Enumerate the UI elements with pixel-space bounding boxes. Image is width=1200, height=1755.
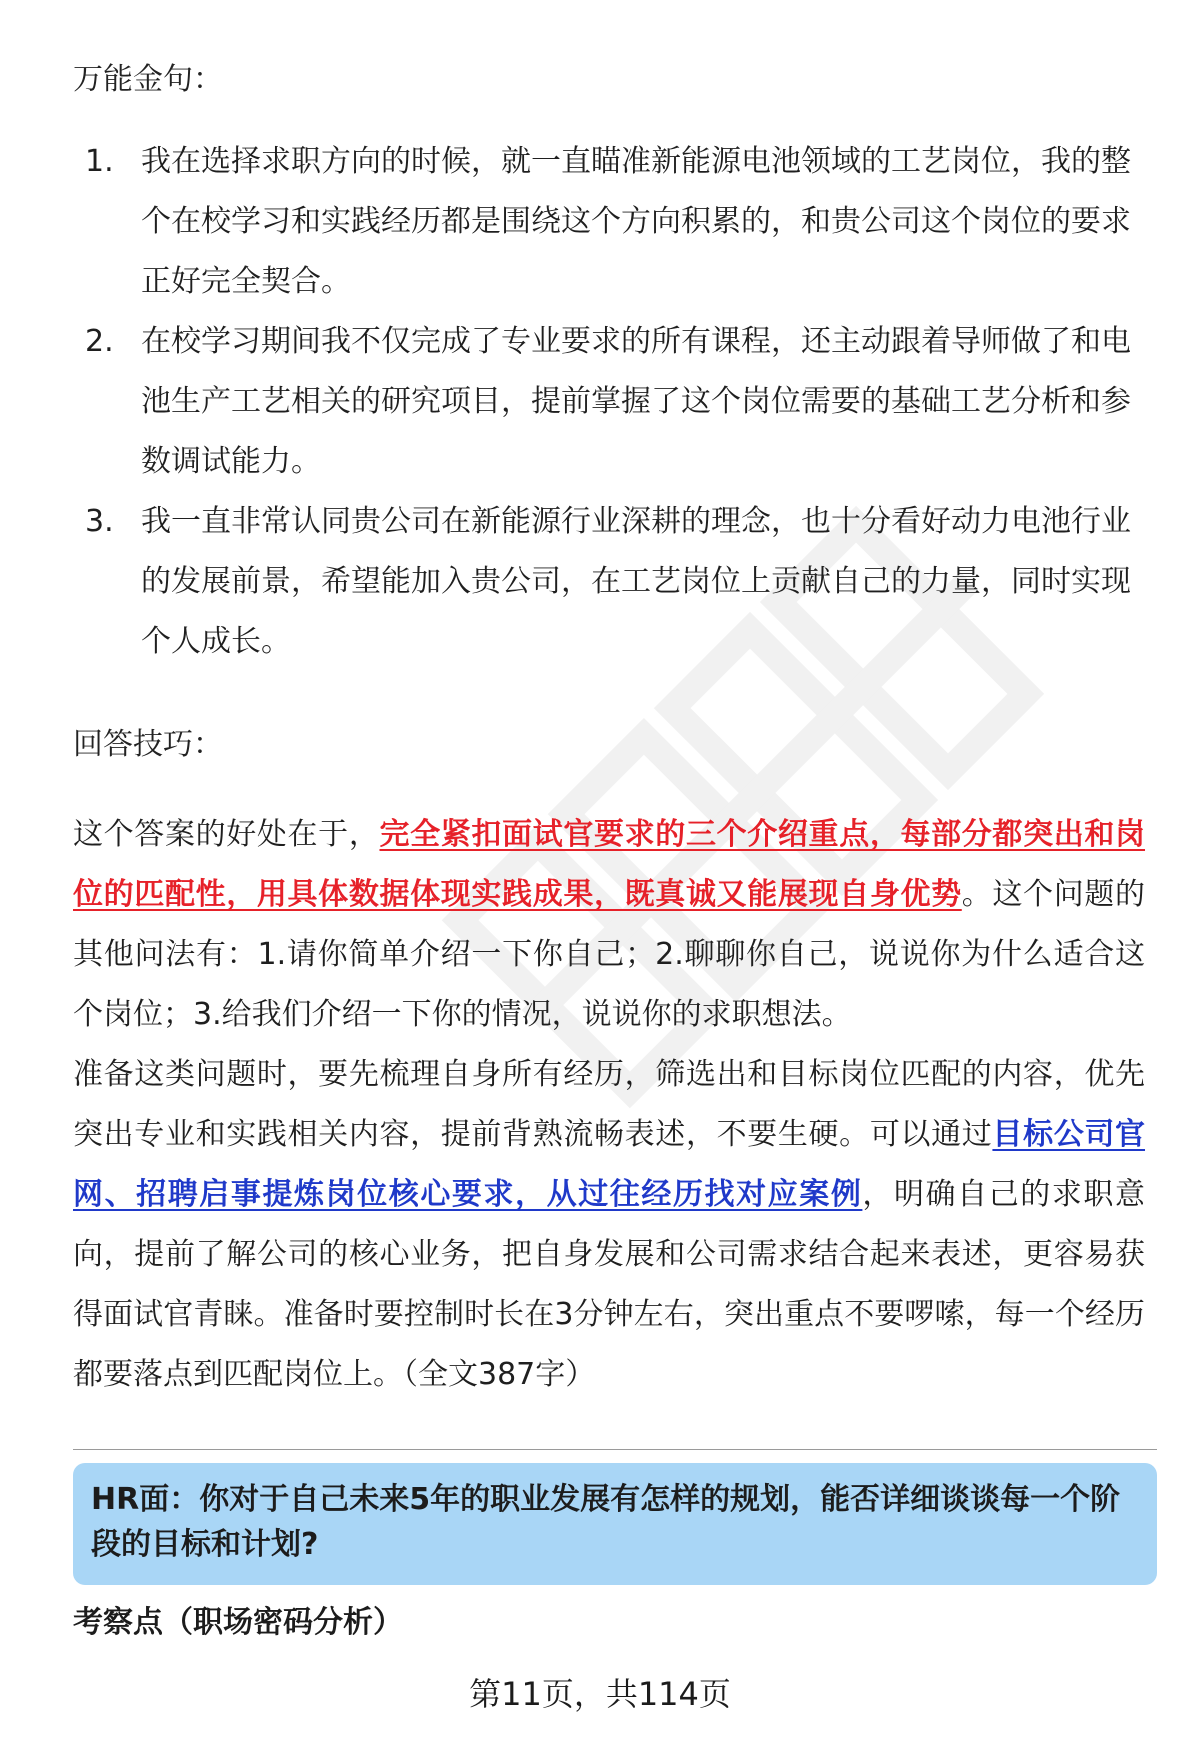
text-run: ，明确自己的求职意向，提前了解公司的核心业务，把自身发展和公司需求结合起来表述，更容易获得面试官青睐。准备时要控制时长在3分钟左右，突出重点不要啰嗦，每一个经历都要落点到匹配岗位上。（全文387字） <box>73 1177 1146 1392</box>
text-run: 。这个问题的其他问法有：1.请你简单介绍一下你自己；2.聊聊你自己，说说你为什么适合这个岗位；3.给我们介绍一下你的情况，说说你的求职想法。 <box>73 877 1146 1032</box>
text-run: 这个答案的好处在于， <box>73 817 380 852</box>
list-text: 我在选择求职方向的时候，就一直瞄准新能源电池领域的工艺岗位，我的整个在校学习和实践经历都是围绕这个方向积累的，和贵公司这个岗位的要求正好完全契合。 <box>141 144 1131 299</box>
list-text: 在校学习期间我不仅完成了专业要求的所有课程，还主动跟着导师做了和电池生产工艺相关的研究项目，提前掌握了这个岗位需要的基础工艺分析和参数调试能力。 <box>141 324 1131 479</box>
highlight-blue-text: 目标公司官网、招聘启事提炼岗位核心要求，从过往经历找对应案例 <box>73 1117 1146 1212</box>
list-item <box>73 492 1143 672</box>
hr-question-box: HR面：你对于自己未来5年的职业发展有怎样的规划，能否详细谈谈每一个阶段的目标和计划? <box>73 1463 1157 1585</box>
section-divider <box>73 1449 1157 1450</box>
list-item <box>73 132 1143 312</box>
highlight-red-text: 完全紧扣面试官要求的三个介绍重点，每部分都突出和岗位的匹配性，用具体数据体现实践成果，既真诚又能展现自身优势 <box>73 817 1146 912</box>
golden-sentence-list <box>73 132 1143 672</box>
subheading-assessment-points: 考察点（职场密码分析） <box>73 1605 403 1640</box>
answer-tips-paragraph-2 <box>73 1045 1145 1405</box>
list-text: 我一直非常认同贵公司在新能源行业深耕的理念，也十分看好动力电池行业的发展前景，希望能加入贵公司，在工艺岗位上贡献自己的力量，同时实现个人成长。 <box>141 504 1131 659</box>
page-number-footer: 第11页，共114页 <box>469 1675 731 1713</box>
list-number: 1. <box>85 144 114 179</box>
list-number: 3. <box>85 504 114 539</box>
answer-tips-paragraph-1 <box>73 805 1145 1045</box>
list-item <box>73 312 1143 492</box>
list-number: 2. <box>85 324 114 359</box>
section-heading-answer-tips: 回答技巧： <box>73 727 223 762</box>
section-heading-golden-sentences: 万能金句： <box>73 62 223 97</box>
text-run: 准备这类问题时，要先梳理自身所有经历，筛选出和目标岗位匹配的内容，优先突出专业和实践相关内容，提前背熟流畅表述，不要生硬。可以通过 <box>73 1057 1145 1152</box>
